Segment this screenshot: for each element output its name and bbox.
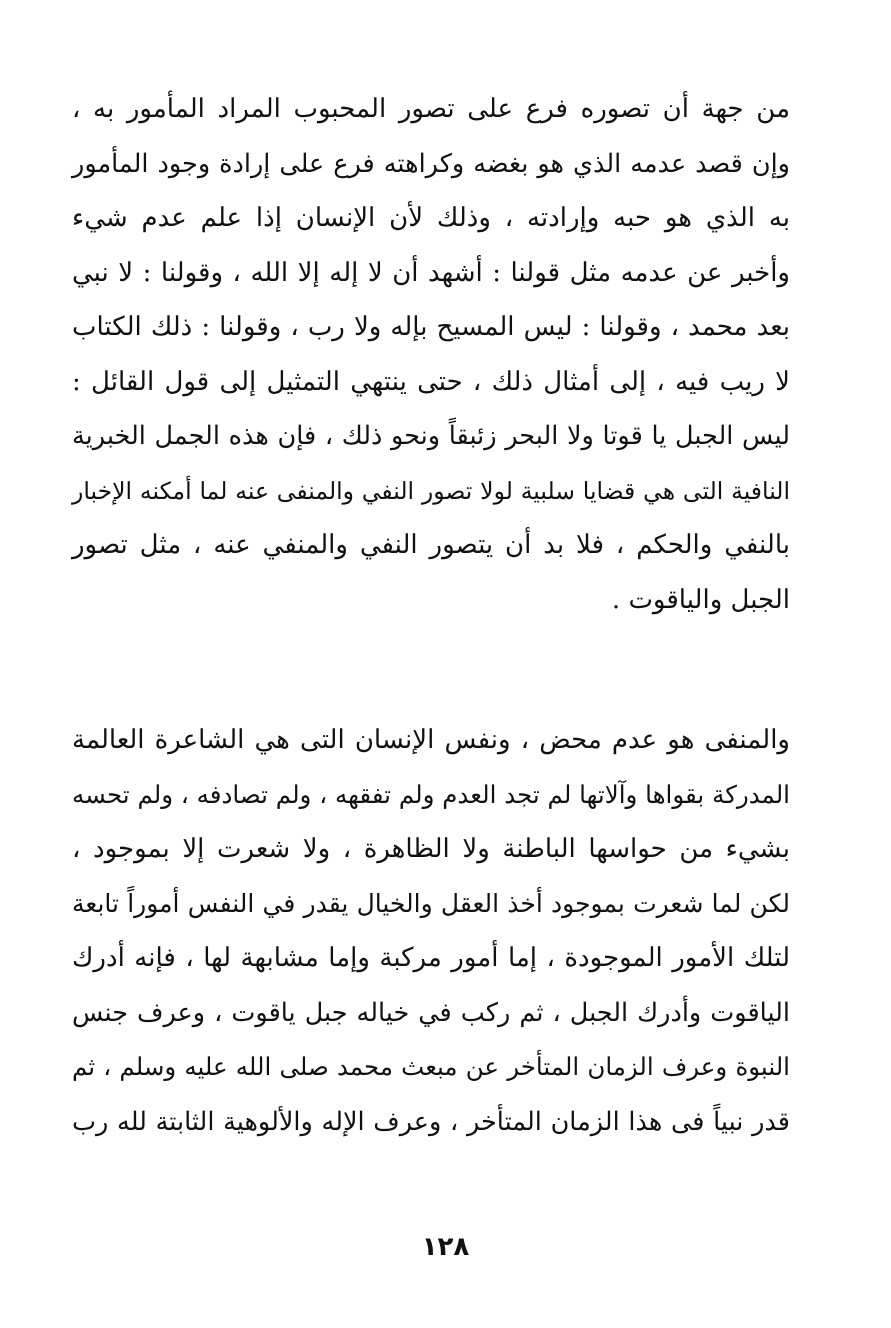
text-line: والمنفى هو عدم محض ، ونفس الإنسان التى هي الشاعرة العالمة <box>72 725 790 755</box>
text-line: لا ريب فيه ، إلى أمثال ذلك ، حتى ينتهي التمثيل إلى قول القائل : <box>72 366 790 397</box>
text-line: بالنفي والحكم ، فلا بد أن يتصور النفي والمنفي عنه ، مثل تصور <box>72 530 790 560</box>
text-line: لكن لما شعرت بموجود أخذ العقل والخيال يقدر في النفس أموراً تابعة <box>72 888 790 918</box>
paragraph-2 <box>72 713 790 1149</box>
text-line: الياقوت وأدرك الجبل ، ثم ركب في خياله جبل ياقوت ، وعرف جنس <box>72 997 790 1028</box>
text-line: النافية التى هي قضايا سلبية لولا تصور النفي والمنفى عنه لما أمكنه الإخبار <box>72 476 790 505</box>
text-line: النبوة وعرف الزمان المتأخر عن مبعث محمد صلى الله عليه وسلم ، ثم <box>72 1052 790 1081</box>
text-line: وإن قصد عدمه الذي هو بغضه وكراهته فرع على إرادة وجود المأمور <box>72 148 790 179</box>
page-number: ١٢٨ <box>421 1232 470 1262</box>
paragraph-1 <box>72 82 790 627</box>
text-line: بشيء من حواسها الباطنة ولا الظاهرة ، ولا شعرت إلا بموجود ، <box>72 834 790 864</box>
text-line: الجبل والياقوت . <box>611 584 790 615</box>
text-line: من جهة أن تصوره فرع على تصور المحبوب المراد المأمور به ، <box>72 94 790 124</box>
text-line: وأخبر عن عدمه مثل قولنا : أشهد أن لا إله إلا الله ، وقولنا : لا نبي <box>72 257 790 288</box>
text-line: قدر نبياً فى هذا الزمان المتأخر ، وعرف الإله والألوهية الثابتة لله رب <box>72 1106 790 1137</box>
text-line: ليس الجبل يا قوتا ولا البحر زئبقاً ونحو ذلك ، فإن هذه الجمل الخبرية <box>72 421 790 451</box>
text-line: لتلك الأمور الموجودة ، إما أمور مركبة وإما مشابهة لها ، فإنه أدرك <box>72 943 790 973</box>
text-line: به الذي هو حبه وإرادته ، وذلك لأن الإنسان إذا علم عدم شيء <box>72 203 790 233</box>
text-line: المدركة بقواها وآلاتها لم تجد العدم ولم تفقهه ، ولم تصادفه ، ولم تحسه <box>72 779 790 809</box>
text-line: بعد محمد ، وقولنا : ليس المسيح بإله ولا رب ، وقولنا : ذلك الكتاب <box>72 312 790 342</box>
